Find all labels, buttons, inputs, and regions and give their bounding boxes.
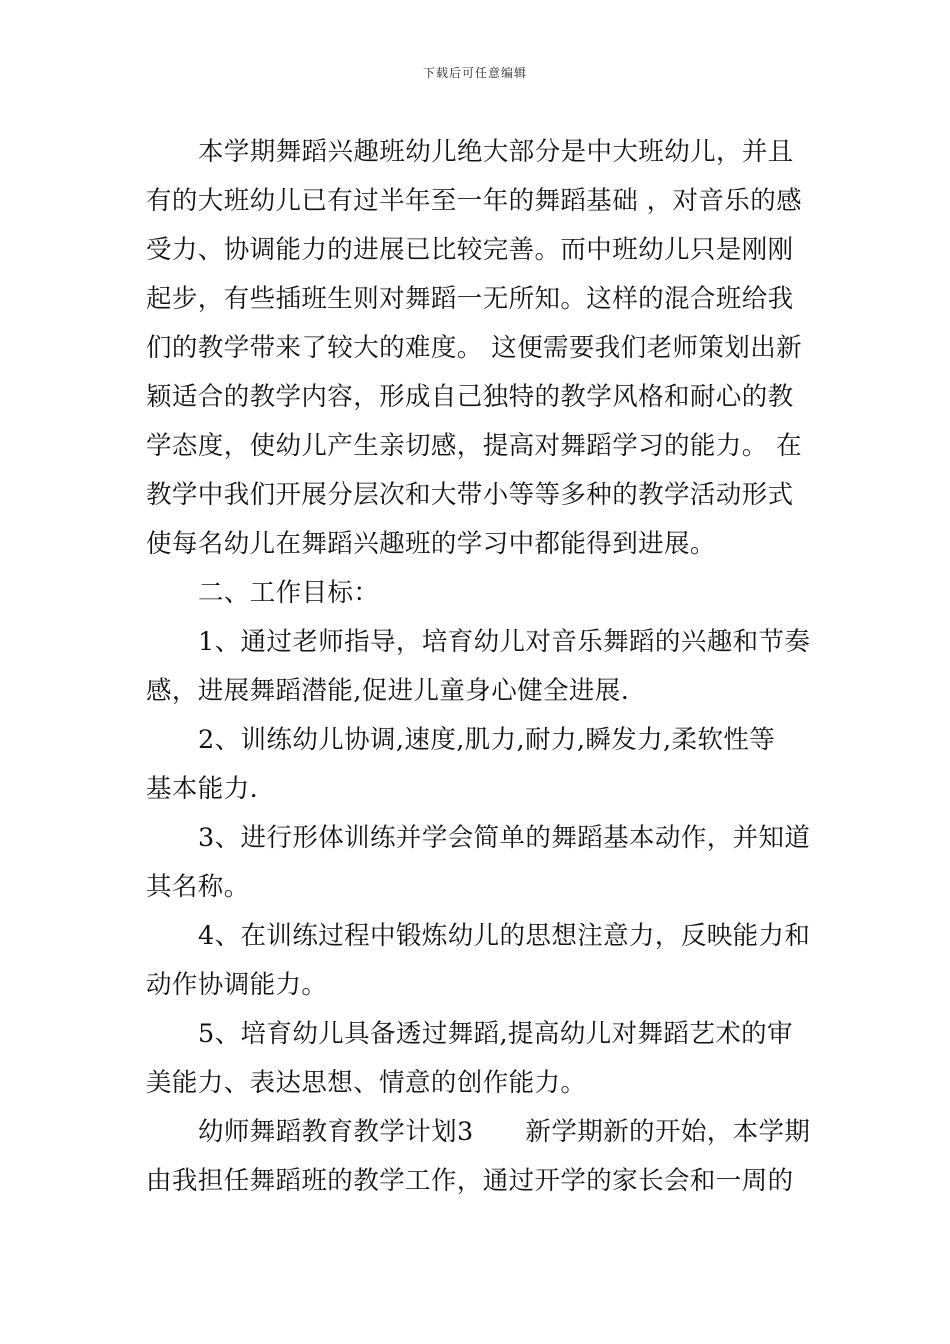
paragraph-line: 起步，有些插班生则对舞蹈一无所知。这样的混合班给我 <box>146 284 794 314</box>
paragraph-line: 教学中我们开展分层次和大带小等等多种的教学活动形式 <box>146 480 794 510</box>
paragraph-line: 本学期舞蹈兴趣班幼儿绝大部分是中大班幼儿，并且 <box>198 137 794 167</box>
paragraph-line: 受力、协调能力的进展已比较完善。而中班幼儿只是刚刚 <box>146 235 794 265</box>
paragraph-line: 由我担任舞蹈班的教学工作，通过开学的家长会和一周的 <box>146 1166 794 1196</box>
list-item-line: 美能力、表达思想、情意的创作能力。 <box>146 1068 587 1098</box>
list-item-line: 3、进行形体训练并学会简单的舞蹈基本动作，并知道 <box>198 823 811 853</box>
list-item-line: 感，进展舞蹈潜能,促进儿童身心健全进展. <box>146 676 630 706</box>
list-item-line: 4、在训练过程中锻炼幼儿的思想注意力，反映能力和 <box>198 921 811 951</box>
paragraph-line: 学态度，使幼儿产生亲切感，提高对舞蹈学习的能力。 在 <box>146 431 803 461</box>
paragraph-line: 颖适合的教学内容，形成自己独特的教学风格和耐心的教 <box>146 382 794 412</box>
paragraph-line: 使每名幼儿在舞蹈兴趣班的学习中都能得到进展。 <box>146 529 716 559</box>
paragraph-line: 有的大班幼儿已有过半年至一年的舞蹈基础 ，对音乐的感 <box>146 186 803 216</box>
paragraph-line: 们的教学带来了较大的难度。 这便需要我们老师策划出新 <box>146 333 803 363</box>
list-item-line: 基本能力. <box>146 774 259 804</box>
list-item-line: 动作协调能力。 <box>146 970 328 1000</box>
document-body <box>146 128 811 1206</box>
list-item-line: 2、训练幼儿协调,速度,肌力,耐力,瞬发力,柔软性等 <box>198 725 776 755</box>
list-item-line: 其名称。 <box>146 872 250 902</box>
header-note: 下载后可任意编辑 <box>422 66 527 80</box>
section-heading: 二、工作目标： <box>198 578 380 608</box>
list-item-line: 5、培育幼儿具备透过舞蹈,提高幼儿对舞蹈艺术的审 <box>198 1019 793 1049</box>
paragraph-line: 幼师舞蹈教育教学计划3 新学期新的开始，本学期 <box>198 1117 811 1147</box>
list-item-line: 1、通过老师指导，培育幼儿对音乐舞蹈的兴趣和节奏 <box>198 627 811 657</box>
